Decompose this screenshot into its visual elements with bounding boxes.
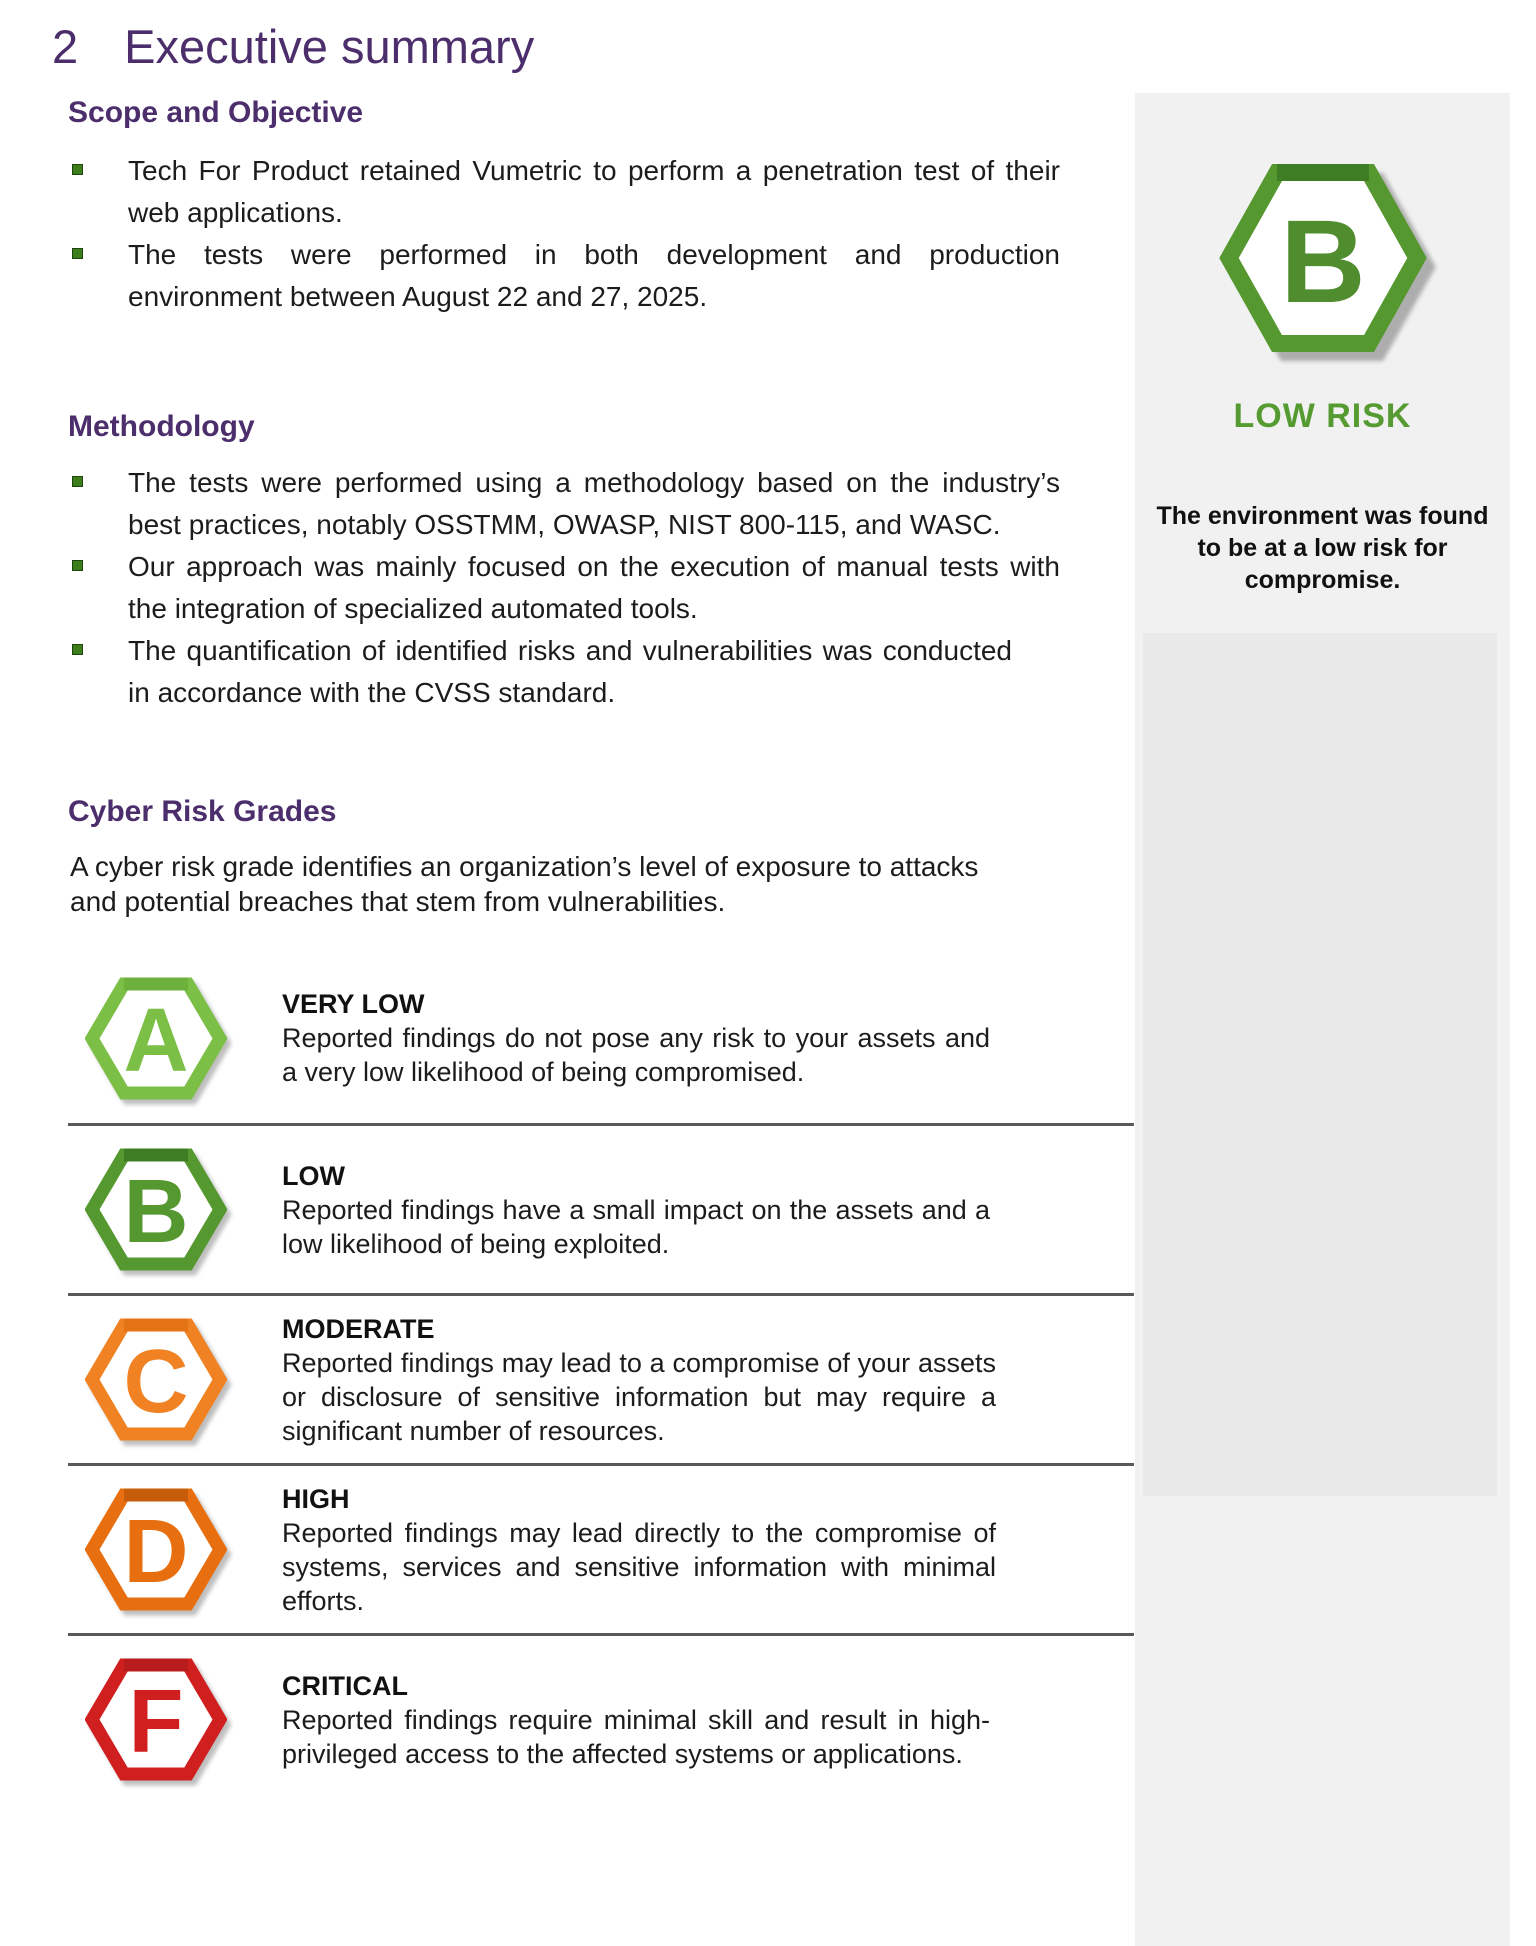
grade-row-high	[68, 1463, 1134, 1633]
grade-text-cell	[282, 1312, 996, 1448]
grade-f-hexagon-icon	[85, 1658, 227, 1781]
risk-level-label: LOW RISK	[1233, 397, 1412, 435]
grade-label: HIGH	[282, 1483, 350, 1514]
grade-row-low	[68, 1123, 1134, 1293]
bullet-square-icon	[72, 560, 83, 571]
scope-bullet-list	[68, 150, 1058, 318]
list-item	[68, 546, 1060, 630]
grade-a-hexagon-icon	[85, 977, 227, 1100]
page-title	[52, 22, 534, 72]
list-item	[68, 234, 1060, 318]
grade-label: LOW	[282, 1160, 345, 1191]
svg-text:B: B	[123, 1162, 189, 1262]
grade-description: Reported findings have a small impact on the assets and a low likelihood of being exploited.	[282, 1194, 990, 1259]
grade-text-cell	[282, 1669, 990, 1771]
grade-description: Reported findings may lead directly to the compromise of systems, services and sensitive information with minimal efforts.	[282, 1517, 996, 1616]
risk-summary-note: The environment was found to be at a low risk for compromise.	[1156, 502, 1489, 594]
list-item	[68, 462, 1060, 546]
bullet-square-icon	[72, 476, 83, 487]
scope-heading: Scope and Objective	[68, 96, 364, 129]
bullet-text: The tests were performed using a methodology based on the industry’s best practices, notably OSSTMM, OWASP, NIST 800-115, and WASC.	[128, 467, 1060, 540]
bullet-square-icon	[72, 164, 83, 175]
svg-text:D: D	[123, 1502, 189, 1602]
section-title: Executive summary	[124, 20, 535, 73]
cyber-risk-grades-heading: Cyber Risk Grades	[68, 795, 337, 828]
grade-row-very-low	[68, 953, 1134, 1123]
sidebar-inner-panel	[1143, 633, 1497, 1496]
section-number: 2	[52, 20, 79, 73]
grade-description: Reported findings may lead to a compromise of your assets or disclosure of sensitive information but may require a significant number of resources.	[282, 1347, 996, 1446]
bullet-text: The quantification of identified risks and vulnerabilities was conducted in accordance with the CVSS standard.	[128, 635, 1012, 708]
cyber-risk-grades-table	[68, 953, 1134, 1803]
bullet-square-icon	[72, 644, 83, 655]
bullet-text: Tech For Product retained Vumetric to perform a penetration test of their web applications.	[128, 155, 1060, 228]
grade-label: CRITICAL	[282, 1670, 408, 1701]
bullet-text: Our approach was mainly focused on the execution of manual tests with the integration of specialized automated tools.	[128, 551, 1060, 624]
grade-label: MODERATE	[282, 1313, 435, 1344]
grade-d-hexagon-icon	[85, 1488, 227, 1611]
cyber-risk-grades-intro: A cyber risk grade identifies an organization’s level of exposure to attacks and potential breaches that stem from vulnerabilities.	[70, 851, 979, 917]
bullet-text: The tests were performed in both development and production environment between August 22 and 27, 2025.	[128, 239, 1060, 312]
grade-description: Reported findings require minimal skill and result in high-privileged access to the affected systems or applications.	[282, 1704, 990, 1769]
grade-label: VERY LOW	[282, 989, 425, 1019]
grade-description: Reported findings do not pose any risk to your assets and a very low likelihood of being compromised.	[282, 1023, 990, 1087]
overall-grade-b-hexagon-icon	[1219, 163, 1427, 353]
svg-text:A: A	[123, 990, 189, 1091]
methodology-bullet-list	[68, 462, 1058, 714]
svg-text:F: F	[128, 1672, 184, 1772]
grade-row-critical	[68, 1633, 1134, 1803]
grade-text-cell	[282, 987, 990, 1089]
methodology-heading: Methodology	[68, 410, 255, 443]
list-item	[68, 150, 1060, 234]
grade-row-moderate	[68, 1293, 1134, 1463]
svg-text:C: C	[123, 1332, 189, 1432]
list-item	[68, 630, 1012, 714]
grade-c-hexagon-icon	[85, 1318, 227, 1441]
svg-text:B: B	[1279, 196, 1366, 328]
grade-text-cell	[282, 1482, 996, 1618]
grade-text-cell	[282, 1159, 990, 1261]
bullet-square-icon	[72, 248, 83, 259]
grade-b-hexagon-icon	[85, 1148, 227, 1271]
risk-summary-sidebar	[1135, 93, 1510, 1946]
